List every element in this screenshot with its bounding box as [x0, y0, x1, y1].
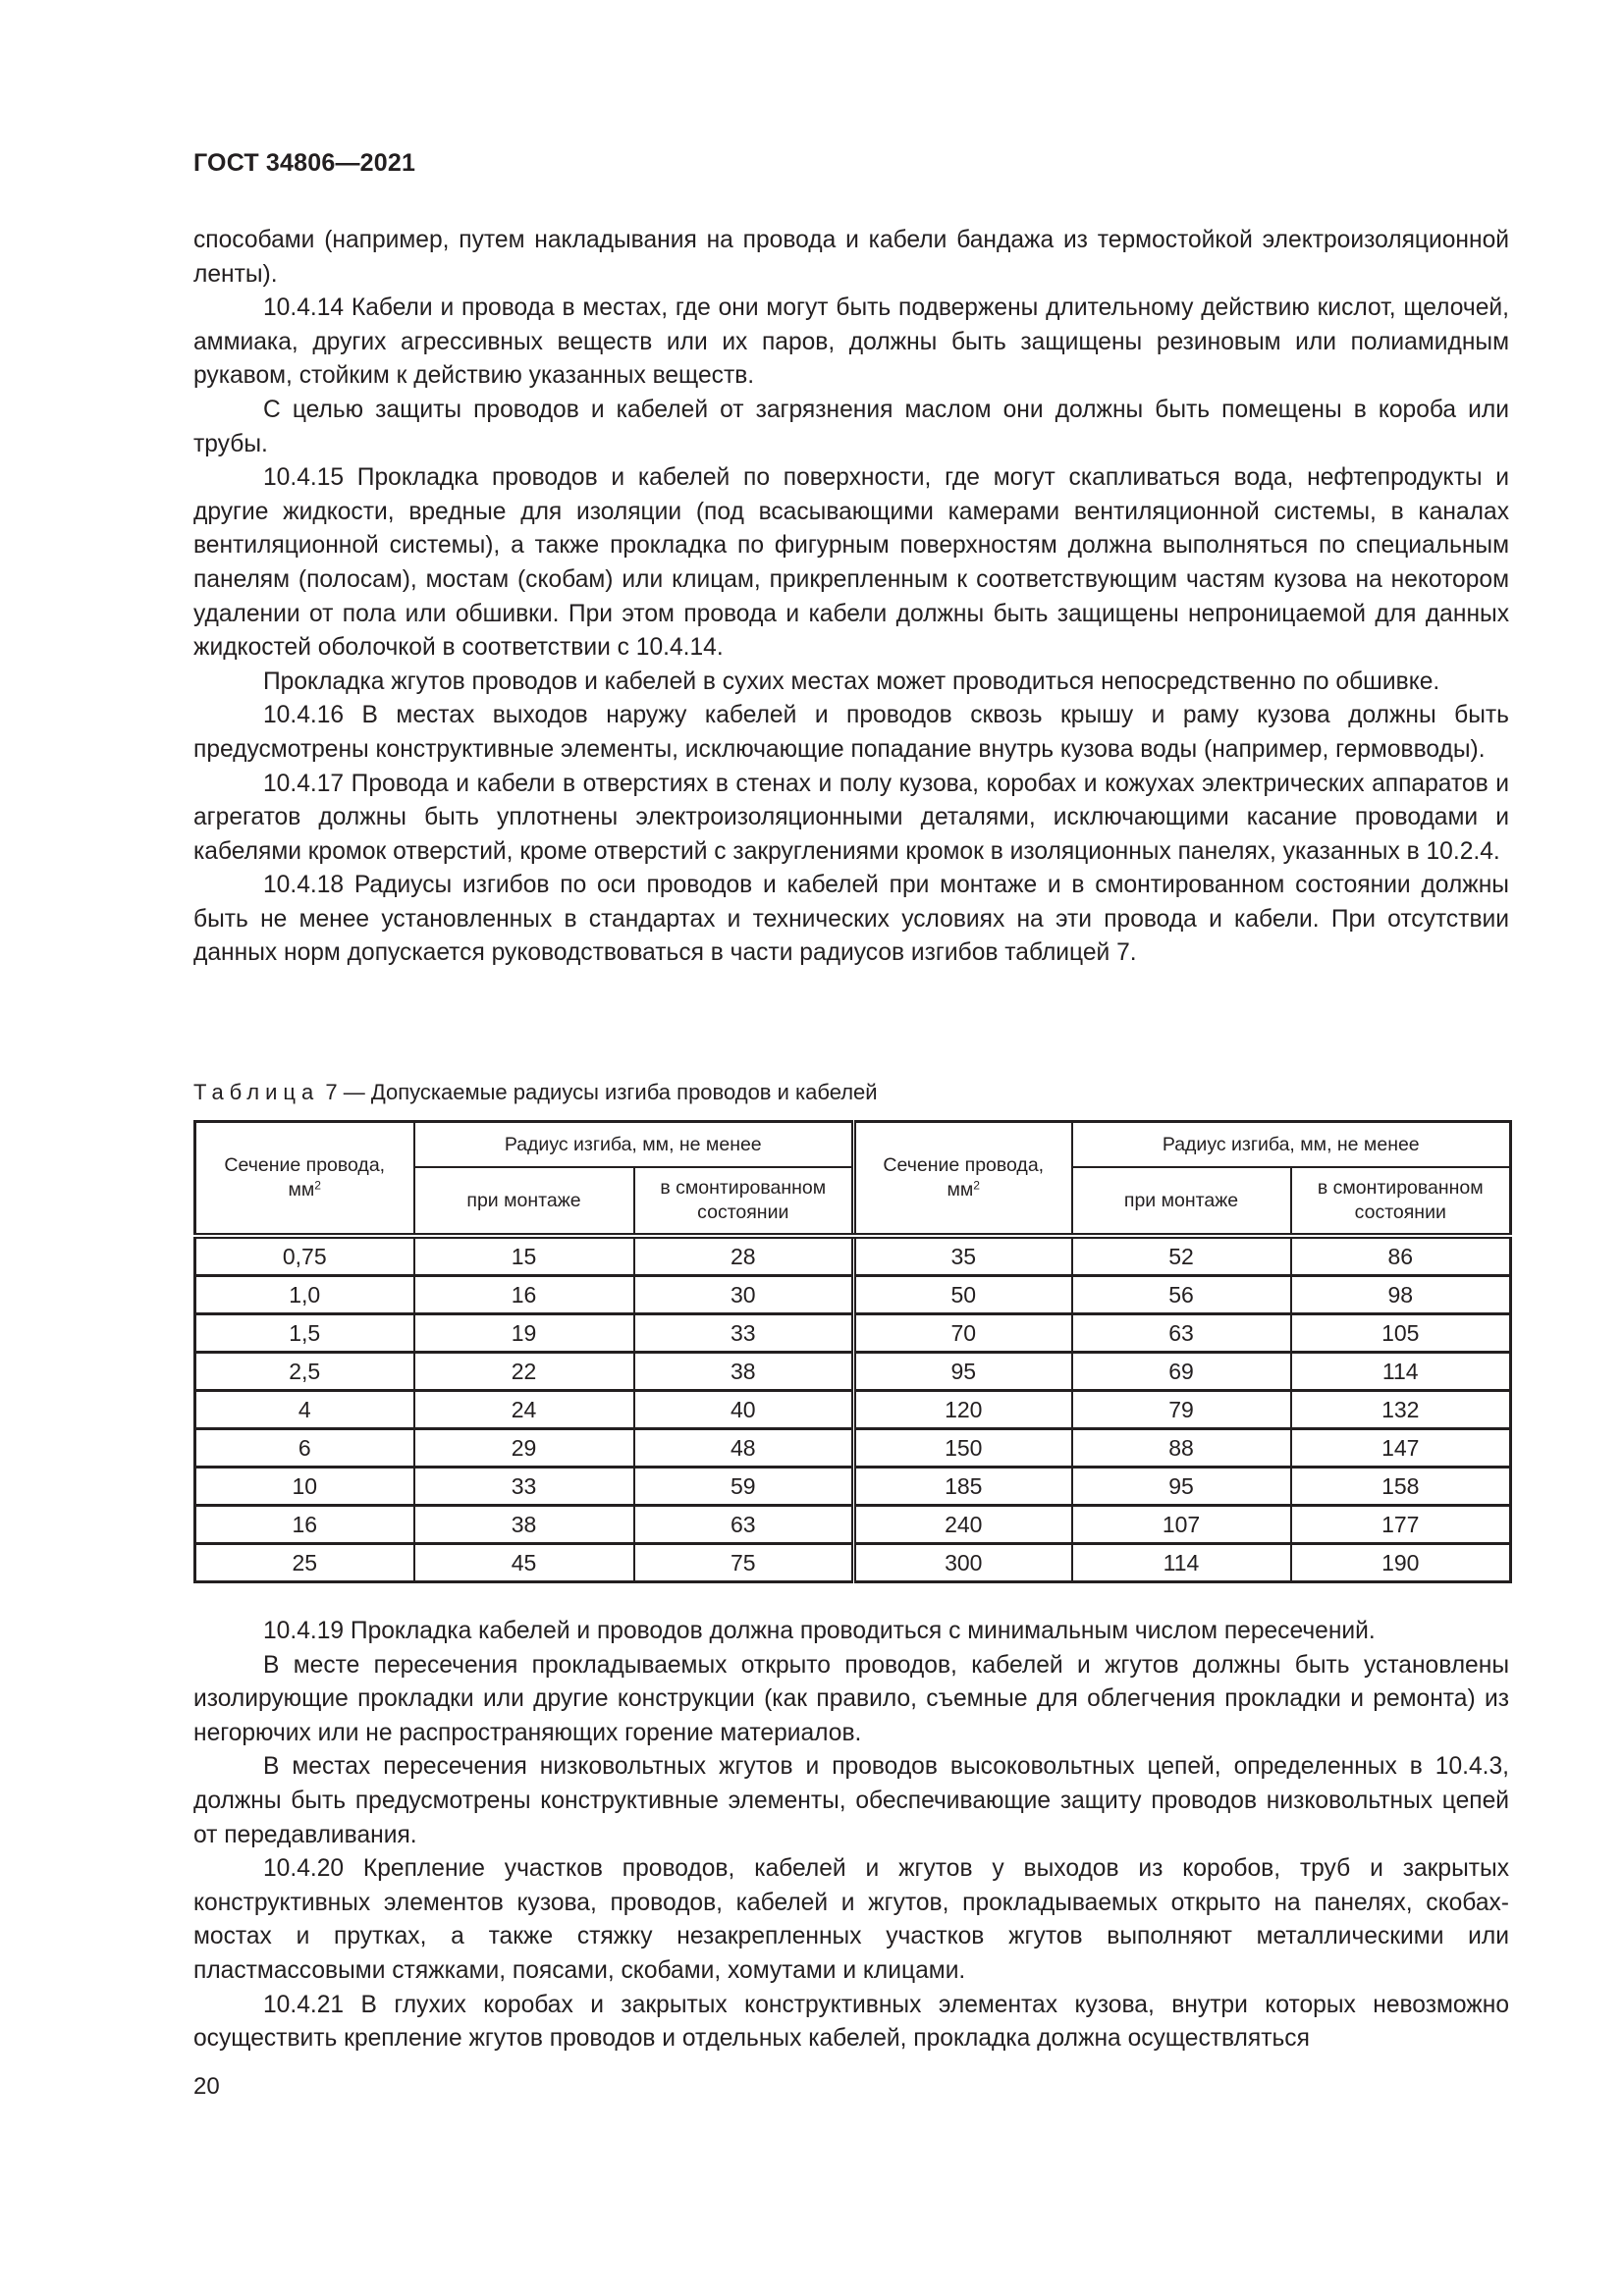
header-section-text: Сечение провода, [883, 1154, 1045, 1176]
table-cell: 79 [1072, 1391, 1291, 1429]
header-mounted-left: в смонтированном состоянии [634, 1167, 854, 1236]
table-row [195, 1353, 1511, 1391]
table-cell: 40 [634, 1391, 854, 1429]
body-text-bottom [193, 1615, 1509, 2056]
paragraph: С целью защиты проводов и кабелей от загрязнения маслом они должны быть помещены в короба или трубы. [193, 396, 1509, 457]
table-cell: 48 [634, 1429, 854, 1468]
table-row [195, 1276, 1511, 1314]
paragraph: Прокладка жгутов проводов и кабелей в сухих местах может проводиться непосредственно по обшивке. [263, 667, 1440, 695]
table-cell: 10 [195, 1468, 414, 1506]
table-cell: 16 [195, 1506, 414, 1544]
table-cell: 185 [854, 1468, 1072, 1506]
paragraph-10-4-14: 10.4.14 Кабели и провода в местах, где они могут быть подвержены длительному действию кислот, щелочей, аммиака, других агрессивных веществ или их паров, должны быть защищены резиновым или полиамидным рукавом, стойким к действию указанных веществ. [193, 294, 1509, 390]
table-cell: 38 [414, 1506, 634, 1544]
paragraph-10-4-18: 10.4.18 Радиусы изгибов по оси проводов и кабелей при монтаже и в смонтированном состоянии должны быть не менее установленных в стандартах и технических условиях на эти провода и кабели. При отсутствии данных норм допускается руководствоваться в части радиусов изгибов таблицей 7. [193, 872, 1509, 967]
paragraph-10-4-16: 10.4.16 В местах выходов наружу кабелей и проводов сквозь крышу и раму кузова должны быть предусмотрены конструктивные элементы, исключающие попадание внутрь кузова воды (например, гермовводы). [193, 702, 1509, 763]
table-cell: 15 [414, 1236, 634, 1276]
paragraph: способами (например, путем накладывания на провода и кабели бандажа из термостойкой электроизоляционной ленты). [193, 227, 1509, 288]
table-caption-title: 7 — Допускаемые радиусы изгиба проводов и кабелей [319, 1080, 878, 1104]
header-section-left [195, 1122, 414, 1237]
bend-radius-table [193, 1120, 1512, 1583]
paragraph-10-4-15: 10.4.15 Прокладка проводов и кабелей по поверхности, где могут скапливаться вода, нефтепродукты и другие жидкости, вредные для изоляции (под всасывающими камерами вентиляционной системы, в каналах вентиляционной системы), а также прокладка по фигурным поверхностям должна выполняться по специальным панелям (полосам), мостам (скобам) или клицам, прикрепленным к соответствующим частям кузова на некотором удалении от пола или обшивки. При этом провода и кабели должны быть защищены непроницаемой для данных жидкостей оболочкой в соответствии с 10.4.14. [193, 464, 1509, 662]
table-cell: 2,5 [195, 1353, 414, 1391]
paragraph-10-4-17: 10.4.17 Провода и кабели в отверстиях в стенах и полу кузова, коробах и кожухах электрических аппаратов и агрегатов должны быть уплотнены электроизоляционными деталями, исключающими касание проводами и кабелями кромок отверстий, кроме отверстий с закруглениями кромок в изоляционных панелях, указанных в 10.2.4. [193, 770, 1509, 865]
header-section-unit-sup: 2 [314, 1178, 322, 1193]
table-cell: 88 [1072, 1429, 1291, 1468]
table-cell: 22 [414, 1353, 634, 1391]
table-cell: 0,75 [195, 1236, 414, 1276]
paragraph: В местах пересечения низковольтных жгутов и проводов высоковольтных цепей, определенных в 10.4.3, должны быть предусмотрены конструктивные элементы, обеспечивающие защиту проводов низковольтных цепей от передавливания. [193, 1753, 1509, 1848]
table-cell: 75 [634, 1544, 854, 1582]
table-cell: 33 [414, 1468, 634, 1506]
table-cell: 300 [854, 1544, 1072, 1582]
table-cell: 190 [1291, 1544, 1511, 1582]
paragraph-10-4-20: 10.4.20 Крепление участков проводов, кабелей и жгутов у выходов из коробов, труб и закрытых конструктивных элементов кузова, проводов, кабелей и жгутов, прокладываемых открыто на панелях, скобах-мостах и прутках, а также стяжку незакрепленных участков жгутов выполняют металлическими или пластмассовыми стяжками, поясами, скобами, хомутами и клицами. [193, 1855, 1509, 1984]
table-caption [193, 1080, 878, 1105]
header-mounted-right: в смонтированном состоянии [1291, 1167, 1511, 1236]
table-cell: 25 [195, 1544, 414, 1582]
table-cell: 107 [1072, 1506, 1291, 1544]
table-cell: 4 [195, 1391, 414, 1429]
table-cell: 69 [1072, 1353, 1291, 1391]
table-cell: 30 [634, 1276, 854, 1314]
table-cell: 120 [854, 1391, 1072, 1429]
table-caption-label: Таблица [193, 1080, 320, 1104]
table-row [195, 1429, 1511, 1468]
table-row [195, 1236, 1511, 1276]
document-header: ГОСТ 34806—2021 [193, 149, 416, 177]
table-cell: 86 [1291, 1236, 1511, 1276]
table-cell: 147 [1291, 1429, 1511, 1468]
header-mounting-left: при монтаже [414, 1167, 634, 1236]
table-cell: 1,0 [195, 1276, 414, 1314]
header-mounting-right: при монтаже [1072, 1167, 1291, 1236]
table-cell: 70 [854, 1314, 1072, 1353]
header-section-unit: мм [947, 1179, 974, 1201]
table-cell: 105 [1291, 1314, 1511, 1353]
table-cell: 158 [1291, 1468, 1511, 1506]
table-cell: 98 [1291, 1276, 1511, 1314]
table-cell: 6 [195, 1429, 414, 1468]
table-row [195, 1391, 1511, 1429]
table-cell: 240 [854, 1506, 1072, 1544]
header-section-text: Сечение провода, [224, 1154, 386, 1176]
table-cell: 1,5 [195, 1314, 414, 1353]
table-cell: 63 [1072, 1314, 1291, 1353]
table-cell: 19 [414, 1314, 634, 1353]
paragraph: В месте пересечения прокладываемых открыто проводов, кабелей и жгутов должны быть установлены изолирующие прокладки или другие конструкции (как правило, съемные для облегчения прокладки и ремонта) из негорючих или не распространяющих горение материалов. [193, 1651, 1509, 1746]
table-cell: 177 [1291, 1506, 1511, 1544]
table-cell: 114 [1291, 1353, 1511, 1391]
table-cell: 56 [1072, 1276, 1291, 1314]
header-section-unit-sup: 2 [973, 1178, 981, 1193]
paragraph-10-4-19: 10.4.19 Прокладка кабелей и проводов должна проводиться с минимальным числом пересечений. [263, 1618, 1376, 1644]
table-cell: 35 [854, 1236, 1072, 1276]
table-cell: 50 [854, 1276, 1072, 1314]
table-row [195, 1544, 1511, 1582]
table-cell: 132 [1291, 1391, 1511, 1429]
table-cell: 24 [414, 1391, 634, 1429]
table-cell: 95 [854, 1353, 1072, 1391]
paragraph-10-4-21: 10.4.21 В глухих коробах и закрытых конструктивных элементах кузова, внутри которых невозможно осуществить крепление жгутов проводов и отдельных кабелей, прокладка должна осуществляться [193, 1991, 1509, 2053]
table-row [195, 1314, 1511, 1353]
page-number: 20 [193, 2073, 220, 2100]
table-cell: 29 [414, 1429, 634, 1468]
table-row [195, 1468, 1511, 1506]
header-radius-left: Радиус изгиба, мм, не менее [414, 1122, 854, 1168]
table-cell: 150 [854, 1429, 1072, 1468]
table-cell: 63 [634, 1506, 854, 1544]
table-cell: 59 [634, 1468, 854, 1506]
table-cell: 45 [414, 1544, 634, 1582]
header-section-unit: мм [288, 1179, 315, 1201]
table-cell: 16 [414, 1276, 634, 1314]
table-cell: 95 [1072, 1468, 1291, 1506]
table-cell: 33 [634, 1314, 854, 1353]
body-text-top [193, 224, 1509, 971]
table-cell: 114 [1072, 1544, 1291, 1582]
table-cell: 28 [634, 1236, 854, 1276]
table-cell: 38 [634, 1353, 854, 1391]
table-body [195, 1236, 1511, 1582]
header-section-right [854, 1122, 1072, 1237]
header-radius-right: Радиус изгиба, мм, не менее [1072, 1122, 1511, 1168]
table-cell: 52 [1072, 1236, 1291, 1276]
table-row [195, 1506, 1511, 1544]
